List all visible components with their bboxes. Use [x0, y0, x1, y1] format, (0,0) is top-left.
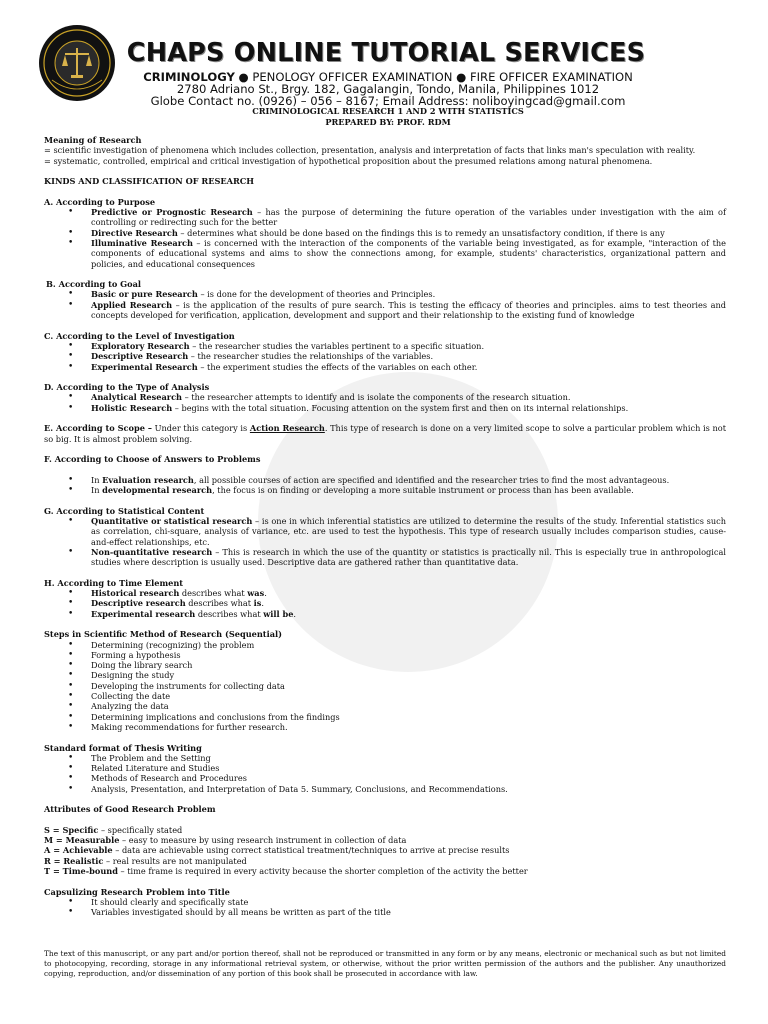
list-item: • Doing the library search — [44, 660, 726, 670]
copyright-footer: The text of this manuscript, or any part and/or portion thereof, shall not be reproduced or transmitted in any form or by any means, electronic or mechanical such as but not limited to photocopying, recording, storage in any informational retrieval system, or otherwise, without the prior written permission of the authors and the publisher. Any unauthorized copying, reproduction, and/or dissemination of any portion of this book shall be prosecuted in accordance with law. — [44, 949, 726, 978]
list-item: • Exploratory Research – the researcher studies the variables pertinent to a specific situation. — [44, 341, 726, 351]
contact-line: Globe Contact no. (0926) – 056 – 8167; Email Address: noliboyingcad@gmail.com — [150, 94, 626, 108]
section-a-title: A. According to Purpose — [44, 196, 156, 207]
list-item: • Analytical Research – the researcher attempts to identify and is isolate the components of the research situation. — [44, 392, 726, 402]
list-item: • In Evaluation research, all possible courses of action are specified and identified and the researcher tries to find the most advantageous. — [44, 475, 726, 485]
meaning-title: Meaning of Research — [44, 135, 142, 145]
section-h-list — [44, 588, 726, 619]
list-item: • Experimental research describes what will be. — [44, 609, 726, 619]
attribute-line: M = Measurable – easy to measure by using research instrument in collection of data — [44, 835, 407, 846]
attribute-line: T = Time-bound – time frame is required in every activity because the shorter completion of the activity the better — [44, 866, 528, 877]
list-item: • Making recommendations for further research. — [44, 722, 726, 732]
section-e-paragraph: E. According to Scope – Under this category is Action Research. This type of research is done on a very limited scope to solve a particular problem which is not so big. It is almost problem solving. — [44, 423, 726, 444]
list-item: • Determining (recognizing) the problem — [44, 640, 726, 650]
list-item: • Analysis, Presentation, and Interpretation of Data 5. Summary, Conclusions, and Recommendations. — [44, 784, 726, 794]
subject-title: CRIMINOLOGICAL RESEARCH 1 AND 2 WITH STATISTICS — [252, 106, 524, 116]
section-b-title: B. According to Goal — [46, 279, 142, 290]
section-c-title: C. According to the Level of Investigation — [44, 330, 235, 341]
document-body — [44, 135, 726, 918]
section-h-title: H. According to Time Element — [44, 577, 184, 588]
attribute-line: S = Specific – specifically stated — [44, 824, 183, 835]
list-item: • Directive Research – determines what should be done based on the findings this is to remedy an unsatisfactory condition, if there is any — [44, 228, 726, 238]
section-b-list — [44, 289, 726, 320]
list-item: • Variables investigated should by all means be written as part of the title — [44, 907, 726, 917]
kinds-title: KINDS AND CLASSIFICATION OF RESEARCH — [44, 176, 255, 187]
list-item: • It should clearly and specifically state — [44, 897, 726, 907]
list-item: • The Problem and the Setting — [44, 753, 726, 763]
attributes-title: Attributes of Good Research Problem — [44, 804, 216, 815]
section-g-list — [44, 516, 726, 567]
section-f-list — [44, 475, 726, 496]
exam-line-rest: ● PENOLOGY OFFICER EXAMINATION ● FIRE OFFICER EXAMINATION — [234, 70, 633, 84]
list-item: • Forming a hypothesis — [44, 650, 726, 660]
list-item: • Designing the study — [44, 670, 726, 680]
list-item: • Analyzing the data — [44, 701, 726, 711]
section-a-list — [44, 207, 726, 269]
capsulizing-list — [44, 897, 726, 918]
list-item: • Determining implications and conclusions from the findings — [44, 712, 726, 722]
section-d-title: D. According to the Type of Analysis — [44, 382, 210, 393]
list-item: • Predictive or Prognostic Research – has the purpose of determining the future operation of the variables under investigation with the aim of controlling or redirecting such for the better — [44, 207, 726, 228]
list-item: • Non-quantitative research – This is research in which the use of the quantity or statistics is practically nil. This is especially true in anthropological studies where description is usually used. Descriptive data are gathered rather than quantitative data. — [44, 547, 726, 568]
section-d-list — [44, 392, 726, 413]
meaning-line: = systematic, controlled, empirical and critical investigation of hypothetical proposition about the presumed relations among natural phenomena. — [44, 155, 653, 166]
section-c-list — [44, 341, 726, 372]
list-item: • Basic or pure Research – is done for the development of theories and Principles. — [44, 289, 726, 299]
list-item: • Related Literature and Studies — [44, 763, 726, 773]
attribute-line: R = Realistic – real results are not manipulated — [44, 855, 247, 866]
attribute-line: A = Achievable – data are achievable using correct statistical treatment/techniques to arrive at precise results — [44, 845, 510, 856]
thesis-title: Standard format of Thesis Writing — [44, 742, 202, 753]
exam-line-criminology: CRIMINOLOGY — [143, 70, 235, 84]
list-item: • Historical research describes what was. — [44, 588, 726, 598]
list-item: • Quantitative or statistical research – is one in which inferential statistics are utilized to determine the results of the study. Inferential statistics such as correlation, chi-square, analysis of variance, etc. are used to test the hypothesis. This type of research usually includes comparison studies, cause-and-effect relationships, etc. — [44, 516, 726, 547]
list-item: • In developmental research, the focus is on finding or developing a more suitable instrument or process than has been available. — [44, 485, 726, 495]
section-e-title: E. According to Scope – — [44, 423, 152, 434]
prepared-by: PREPARED BY: PROF. RDM — [325, 117, 451, 127]
list-item: • Collecting the date — [44, 691, 726, 701]
list-item: • Holistic Research – begins with the total situation. Focusing attention on the system first and then on its internal relationships. — [44, 403, 726, 413]
brand-title: CHAPS ONLINE TUTORIAL SERVICES — [126, 38, 646, 68]
address-line: 2780 Adriano St., Brgy. 182, Gagalangin, Tondo, Manila, Philippines 1012 — [176, 82, 600, 96]
steps-title: Steps in Scientific Method of Research (Sequential) — [44, 629, 282, 640]
capsulizing-title: Capsulizing Research Problem into Title — [44, 886, 230, 897]
section-f-title: F. According to Choose of Answers to Problems — [44, 454, 261, 465]
list-item: • Applied Research – is the application of the results of pure search. This is testing the efficacy of theories and principles. aims to test theories and concepts developed for verification, application, development and support and their relationship to the existing fund of knowledge — [44, 300, 726, 321]
thesis-list — [44, 753, 726, 794]
section-g-title: G. According to Statistical Content — [44, 505, 205, 516]
list-item: • Descriptive Research – the researcher studies the relationships of the variables. — [44, 351, 726, 361]
seal-logo-icon — [38, 24, 116, 102]
list-item: • Methods of Research and Procedures — [44, 773, 726, 783]
steps-list — [44, 640, 726, 733]
list-item: • Developing the instruments for collecting data — [44, 681, 726, 691]
list-item: • Descriptive research describes what is. — [44, 598, 726, 608]
list-item: • Illuminative Research – is concerned with the interaction of the components of the variable being investigated, as for example, "interaction of the components of educational systems and aims to show the connections among, for example, students' characteristics, organizational pattern and policies, and educational consequences — [44, 238, 726, 269]
list-item: • Experimental Research – the experiment studies the effects of the variables on each other. — [44, 362, 726, 372]
meaning-line: = scientific investigation of phenomena which includes collection, presentation, analysis and interpretation of facts that links man's speculation with reality. — [44, 145, 696, 156]
